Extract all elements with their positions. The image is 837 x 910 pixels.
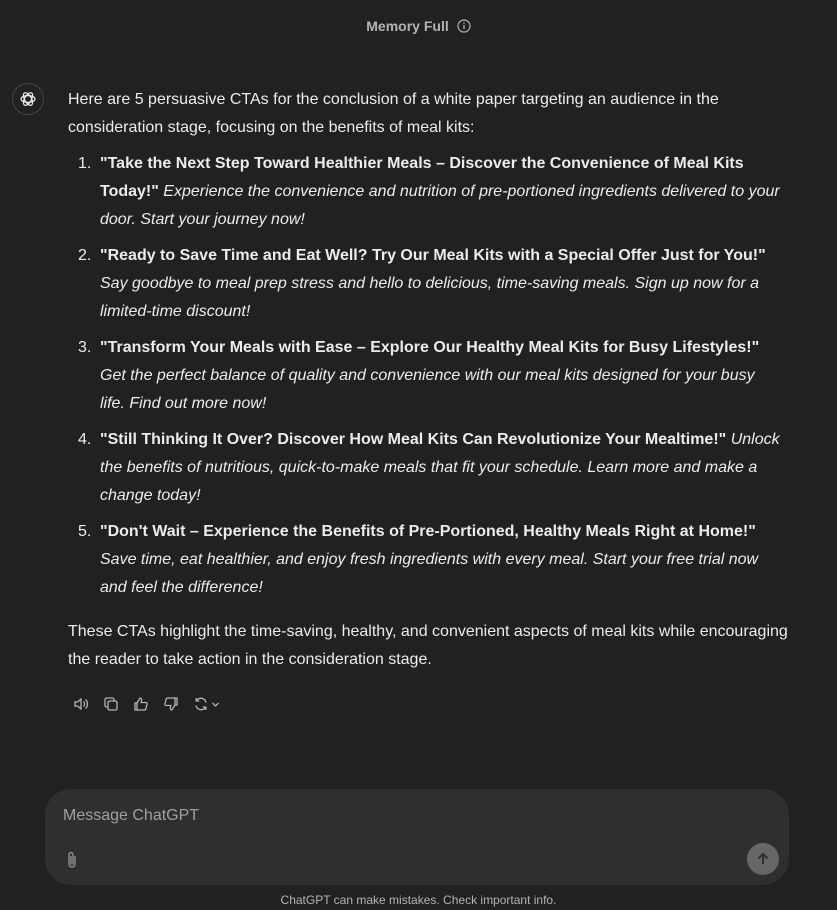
list-item [78, 426, 788, 510]
message-outro: These CTAs highlight the time-saving, healthy, and convenient aspects of meal kits while encouraging the reader to take action in the consideration stage. [68, 623, 788, 668]
list-number: 4. [78, 431, 92, 448]
message-actions [68, 692, 224, 716]
cta-headline: "Still Thinking It Over? Discover How Meal Kits Can Revolutionize Your Mealtime!" [100, 431, 731, 448]
top-bar [0, 0, 837, 52]
cta-headline: "Take the Next Step Toward Healthier Meals – Discover the Convenience of Meal Kits Today!" [100, 155, 744, 200]
chatgpt-logo-icon [12, 83, 44, 115]
read-aloud-icon[interactable] [68, 692, 94, 716]
list-item [78, 150, 788, 234]
list-item [78, 518, 788, 602]
cta-body: Experience the convenience and nutrition of pre-portioned ingredients delivered to your door. Start your journey now! [100, 183, 780, 228]
thumbs-down-icon[interactable] [158, 692, 184, 716]
cta-body: Unlock the benefits of nutritious, quick-to-make meals that fit your schedule. Learn more and make a change today! [100, 431, 780, 504]
thumbs-up-icon[interactable] [128, 692, 154, 716]
cta-headline: "Ready to Save Time and Eat Well? Try Our Meal Kits with a Special Offer Just for You!" [100, 247, 766, 264]
arrow-up-icon [755, 851, 771, 867]
message-composer [45, 789, 789, 885]
cta-list [68, 150, 788, 602]
list-number: 1. [78, 155, 92, 172]
cta-body: Get the perfect balance of quality and convenience with our meal kits designed for your busy life. Find out more now! [100, 367, 755, 412]
cta-body: Save time, eat healthier, and enjoy fresh ingredients with every meal. Start your free trial now and feel the difference! [100, 551, 759, 596]
regenerate-icon[interactable] [188, 692, 224, 716]
cta-headline: "Transform Your Meals with Ease – Explore Our Healthy Meal Kits for Busy Lifestyles!" [100, 339, 760, 356]
memory-full-label: Memory Full [366, 18, 449, 34]
cta-headline: "Don't Wait – Experience the Benefits of Pre-Portioned, Healthy Meals Right at Home!" [100, 523, 756, 540]
paperclip-icon[interactable] [61, 849, 83, 871]
message-intro: Here are 5 persuasive CTAs for the conclusion of a white paper targeting an audience in the consideration stage, focusing on the benefits of meal kits: [68, 91, 719, 136]
cta-body: Say goodbye to meal prep stress and hello to delicious, time-saving meals. Sign up now for a limited-time discount! [100, 275, 760, 320]
disclaimer-text: ChatGPT can make mistakes. Check important info. [280, 893, 557, 907]
assistant-message [68, 86, 788, 674]
list-item [78, 242, 788, 326]
chevron-down-icon [211, 700, 220, 709]
copy-icon[interactable] [98, 692, 124, 716]
list-number: 2. [78, 247, 92, 264]
list-number: 3. [78, 339, 92, 356]
list-item [78, 334, 788, 418]
list-number: 5. [78, 523, 92, 540]
memory-status[interactable] [366, 18, 470, 34]
send-button[interactable] [747, 843, 779, 875]
info-icon[interactable] [457, 19, 471, 33]
message-input[interactable] [63, 805, 769, 827]
